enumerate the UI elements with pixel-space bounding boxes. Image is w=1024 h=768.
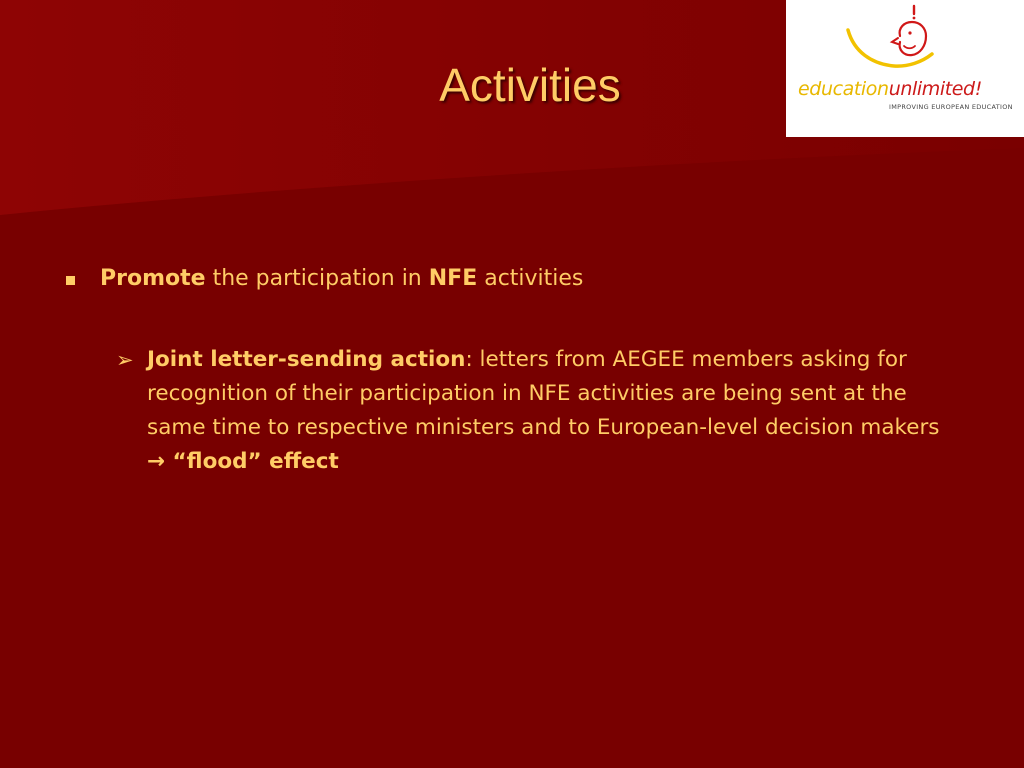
education-unlimited-logo: [786, 0, 1024, 137]
bullet-2-text: [147, 343, 957, 479]
bullet-1-bold-nfe: NFE: [428, 266, 478, 291]
logo-wordmark: [798, 78, 982, 100]
bullet-1-text-part2: activities: [477, 266, 584, 291]
logo-word-unlimited: unlimited!: [888, 78, 982, 100]
bullet-2-bold-joint-letter: Joint letter-sending action: [147, 347, 466, 372]
right-arrow-icon: →: [147, 449, 166, 474]
logo-tagline: IMPROVING EUROPEAN EDUCATION: [889, 103, 1013, 111]
bullet-1-text: [100, 265, 583, 293]
face-logo-icon: [786, 0, 1024, 137]
bullet-1-bold-promote: Promote: [100, 266, 206, 291]
slide-title: Activities: [439, 59, 621, 111]
logo-word-education: education: [798, 78, 889, 100]
bullet-2-bold-flood-effect: “flood” effect: [165, 449, 339, 474]
bullet-1-text-part1: the participation in: [205, 266, 429, 291]
bullet-2-text-body: : letters from AEGEE members asking for recognition of their participation in NFE activities are being sent at the same time to respective ministers and to European-level decision makers: [147, 347, 940, 440]
arrowhead-bullet-icon: ➢: [116, 348, 134, 372]
square-bullet-icon: [66, 276, 75, 285]
